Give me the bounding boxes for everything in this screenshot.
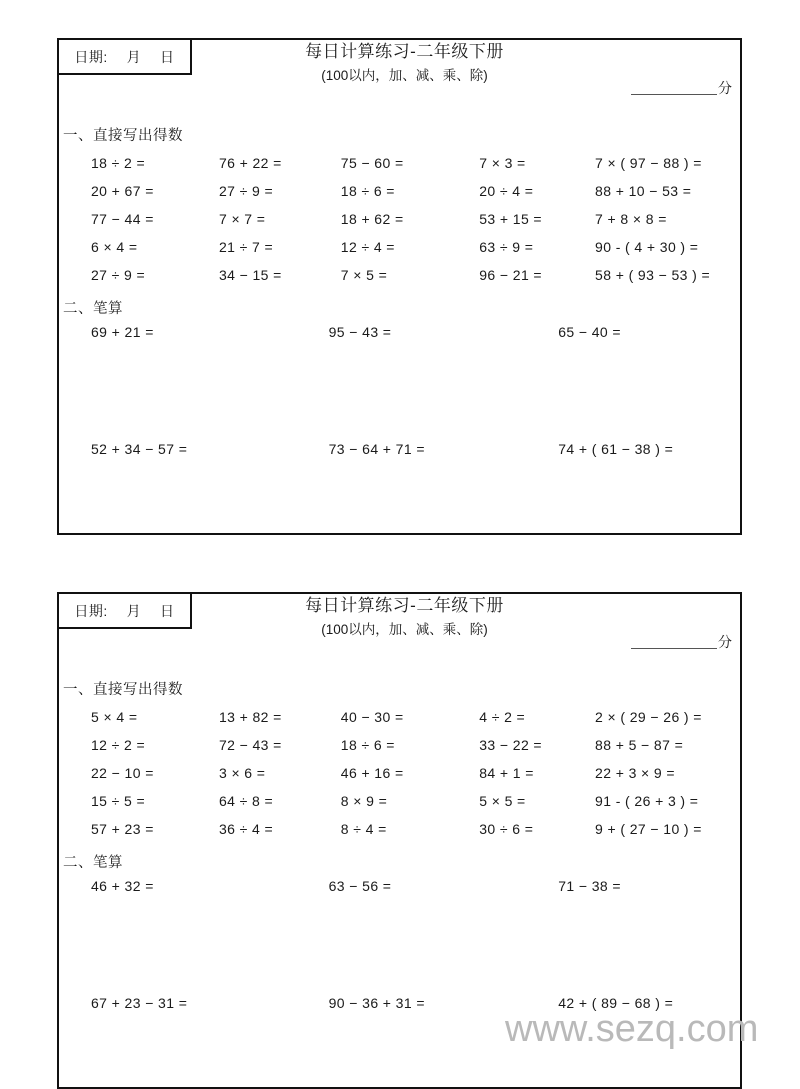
problem-cell[interactable]: 40 − 30 = (340, 709, 404, 725)
worksheet-sheet-1 (57, 38, 742, 535)
table-row (65, 205, 740, 233)
table-row (65, 815, 740, 843)
problem-cell[interactable]: 67 + 23 − 31 = (91, 995, 188, 1011)
table-row (65, 323, 740, 440)
table-row (65, 877, 740, 994)
section-1-heading: 一、直接写出得数 (63, 128, 183, 144)
problem-cell[interactable]: 27 ÷ 9 = (91, 267, 146, 283)
problem-cell[interactable]: 22 − 10 = (91, 765, 154, 781)
section-2-heading: 二、笔算 (63, 301, 123, 317)
problem-cell[interactable]: 18 ÷ 2 = (91, 155, 146, 171)
table-row (65, 703, 740, 731)
problem-cell[interactable]: 46 + 32 = (91, 878, 154, 894)
score-blank-line[interactable] (631, 80, 717, 95)
date-label: 日期: (74, 48, 108, 65)
table-row (65, 759, 740, 787)
problem-cell[interactable]: 91 - ( 26 + 3 ) = (595, 793, 699, 809)
problem-cell[interactable]: 72 − 43 = (218, 737, 282, 753)
problem-cell[interactable]: 20 ÷ 4 = (479, 183, 534, 199)
problem-cell[interactable]: 18 ÷ 6 = (340, 737, 395, 753)
problem-cell[interactable]: 7 × 7 = (218, 211, 266, 227)
problem-cell[interactable]: 46 + 16 = (340, 765, 404, 781)
problem-cell[interactable]: 9 + ( 27 − 10 ) = (595, 821, 702, 837)
score-unit-label: 分 (718, 634, 732, 650)
page-subtitle: (100以内，加、减、乘、除) (321, 622, 488, 637)
problem-cell[interactable]: 8 × 9 = (340, 793, 388, 809)
table-row (65, 731, 740, 759)
problem-cell[interactable]: 63 − 56 = (328, 878, 392, 894)
sheet-header (59, 594, 740, 656)
problem-cell[interactable]: 69 + 21 = (91, 324, 154, 340)
problem-cell[interactable]: 88 + 10 − 53 = (595, 183, 692, 199)
problem-cell[interactable]: 18 + 62 = (340, 211, 404, 227)
problem-cell[interactable]: 53 + 15 = (479, 211, 542, 227)
problem-cell[interactable]: 21 ÷ 7 = (218, 239, 274, 255)
problem-cell[interactable]: 65 − 40 = (558, 324, 621, 340)
problem-cell[interactable]: 71 − 38 = (558, 878, 621, 894)
date-box[interactable] (57, 38, 192, 75)
problem-cell[interactable]: 18 ÷ 6 = (340, 183, 395, 199)
problem-cell[interactable]: 2 × ( 29 − 26 ) = (595, 709, 702, 725)
problem-cell[interactable]: 5 × 4 = (91, 709, 138, 725)
problem-cell[interactable]: 88 + 5 − 87 = (595, 737, 684, 753)
problem-cell[interactable]: 75 − 60 = (340, 155, 404, 171)
problem-cell[interactable]: 12 ÷ 2 = (91, 737, 146, 753)
section-1-heading: 一、直接写出得数 (63, 682, 183, 698)
problem-cell[interactable]: 7 + 8 × 8 = (595, 211, 667, 227)
problem-cell[interactable]: 22 + 3 × 9 = (595, 765, 675, 781)
oral-calculation-grid (59, 149, 740, 289)
month-label: 月 (126, 48, 142, 65)
problem-cell[interactable]: 57 + 23 = (91, 821, 154, 837)
problem-cell[interactable]: 64 ÷ 8 = (218, 793, 274, 809)
problem-cell[interactable]: 7 × 5 = (340, 267, 388, 283)
oral-calculation-grid (59, 703, 740, 843)
problem-cell[interactable]: 20 + 67 = (91, 183, 154, 199)
problem-cell[interactable]: 34 − 15 = (218, 267, 282, 283)
problem-cell[interactable]: 90 − 36 + 31 = (328, 995, 425, 1011)
date-label: 日期: (74, 602, 108, 619)
problem-cell[interactable]: 58 + ( 93 − 53 ) = (595, 267, 711, 283)
problem-cell[interactable]: 4 ÷ 2 = (479, 709, 526, 725)
problem-cell[interactable]: 76 + 22 = (218, 155, 282, 171)
problem-cell[interactable]: 42 + ( 89 − 68 ) = (558, 995, 674, 1011)
problem-cell[interactable]: 3 × 6 = (218, 765, 266, 781)
score-area[interactable] (631, 634, 732, 649)
problem-cell[interactable]: 15 ÷ 5 = (91, 793, 146, 809)
date-box[interactable] (57, 592, 192, 629)
site-watermark: www.sezq.com (505, 1008, 759, 1050)
problem-cell[interactable]: 77 − 44 = (91, 211, 154, 227)
problem-cell[interactable]: 8 ÷ 4 = (340, 821, 387, 837)
problem-cell[interactable]: 96 − 21 = (479, 267, 542, 283)
problem-cell[interactable]: 12 ÷ 4 = (340, 239, 395, 255)
score-unit-label: 分 (718, 80, 732, 96)
problem-cell[interactable]: 33 − 22 = (479, 737, 542, 753)
problem-cell[interactable]: 7 × 3 = (479, 155, 526, 171)
table-row (65, 177, 740, 205)
problem-cell[interactable]: 7 × ( 97 − 88 ) = (595, 155, 702, 171)
problem-cell[interactable]: 95 − 43 = (328, 324, 392, 340)
problem-cell[interactable]: 52 + 34 − 57 = (91, 441, 188, 457)
problem-cell[interactable]: 13 + 82 = (218, 709, 282, 725)
problem-cell[interactable]: 90 - ( 4 + 30 ) = (595, 239, 699, 255)
page-title: 每日计算练习-二年级下册 (305, 42, 504, 61)
problem-cell[interactable]: 74 + ( 61 − 38 ) = (558, 441, 674, 457)
problem-cell[interactable]: 36 ÷ 4 = (218, 821, 274, 837)
problem-cell[interactable]: 63 ÷ 9 = (479, 239, 534, 255)
score-blank-line[interactable] (631, 634, 717, 649)
sheet-header (59, 40, 740, 102)
problem-cell[interactable]: 27 ÷ 9 = (218, 183, 274, 199)
day-label: 日 (160, 602, 175, 619)
day-label: 日 (160, 48, 175, 65)
problem-cell[interactable]: 6 × 4 = (91, 239, 138, 255)
score-area[interactable] (631, 80, 732, 95)
table-row (65, 440, 740, 480)
problem-cell[interactable]: 84 + 1 = (479, 765, 534, 781)
problem-cell[interactable]: 73 − 64 + 71 = (328, 441, 425, 457)
table-row (65, 261, 740, 289)
month-label: 月 (126, 602, 142, 619)
written-calculation-grid (59, 323, 740, 480)
table-row (65, 149, 740, 177)
section-2-heading: 二、笔算 (63, 855, 123, 871)
page-title: 每日计算练习-二年级下册 (305, 596, 504, 615)
problem-cell[interactable]: 5 × 5 = (479, 793, 526, 809)
page-subtitle: (100以内，加、减、乘、除) (321, 68, 488, 83)
table-row (65, 233, 740, 261)
problem-cell[interactable]: 30 ÷ 6 = (479, 821, 534, 837)
table-row (65, 787, 740, 815)
